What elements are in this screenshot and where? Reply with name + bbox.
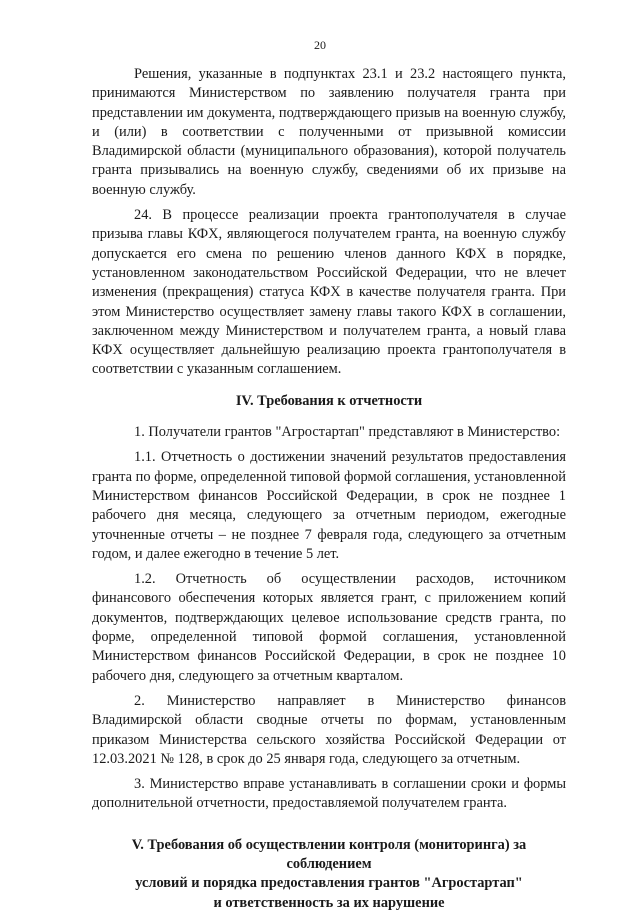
paragraph: 3. Министерство вправе устанавливать в соглашении сроки и формы дополнительной отчетности, предоставляемой получателем гранта. <box>92 776 566 812</box>
section-heading-line: V. Требования об осуществлении контроля (мониторинга) за соблюдением <box>131 836 527 872</box>
section-heading: IV. Требования к отчетности <box>235 392 423 409</box>
paragraph: 24. В процессе реализации проекта грантополучателя в случае призыва главы КФХ, являющегося получателем гранта, на военную службу допускается его смена по решению членов данного КФХ в порядке, установленном законодательством Российской Федерации, что не влечет изменения (прекращения) статуса КФХ в качестве получателя гранта. При этом Министерство осуществляет замену главы такого КФХ в соглашении, заключенном между Министерством и получателем гранта, а новый глава КФХ осуществляет дальнейшую реализацию проекта грантополучателя в соответствии с указанным соглашением. <box>92 207 566 378</box>
document-body <box>92 65 566 913</box>
section-heading-line: условий и порядка предоставления грантов "Агростартап" <box>135 875 523 892</box>
paragraph: 1.1. Отчетность о достижении значений результатов предоставления гранта по форме, определенной типовой формой соглашения, установленной Министерством финансов Российской Федерации, в срок не позднее 1 рабочего дня месяца, следующего за отчетным периодом, ежегодные уточненные отчеты – не позднее 7 февраля года, следующего за отчетным годом, и далее ежегодно в течение 5 лет. <box>92 449 566 562</box>
paragraph: 2. Министерство направляет в Министерство финансов Владимирской области сводные отчеты по формам, установленным приказом Министерства сельского хозяйства Российской Федерации от 12.03.2021 № 128, в срок до 25 января года, следующего за отчетным. <box>92 692 566 767</box>
paragraph: 1.2. Отчетность об осуществлении расходов, источником финансового обеспечения которых является грант, с приложением копий документов, подтверждающих целевое использование средств гранта, по форме, определенной типовой формой соглашения, установленной Министерством финансов Российской Федерации, в срок не позднее 10 рабочего дня, следующего за отчетным кварталом. <box>92 571 566 684</box>
paragraph: 1. Получатели грантов "Агростартап" представляют в Министерство: <box>134 424 561 441</box>
paragraph: Решения, указанные в подпунктах 23.1 и 23.2 настоящего пункта, принимаются Министерством по заявлению получателя гранта при представлении им документа, подтверждающего призыв на военную службу, и (или) в соответствии с полученными от призывной комиссии Владимирской области (муниципального образования), которой получатель гранта призывались на военную службу, сведениями об их призыве на военную службу. <box>92 66 566 198</box>
section-heading <box>92 836 566 913</box>
page-number: 20 <box>314 38 326 52</box>
section-heading-line: и ответственность за их нарушение <box>213 894 445 911</box>
